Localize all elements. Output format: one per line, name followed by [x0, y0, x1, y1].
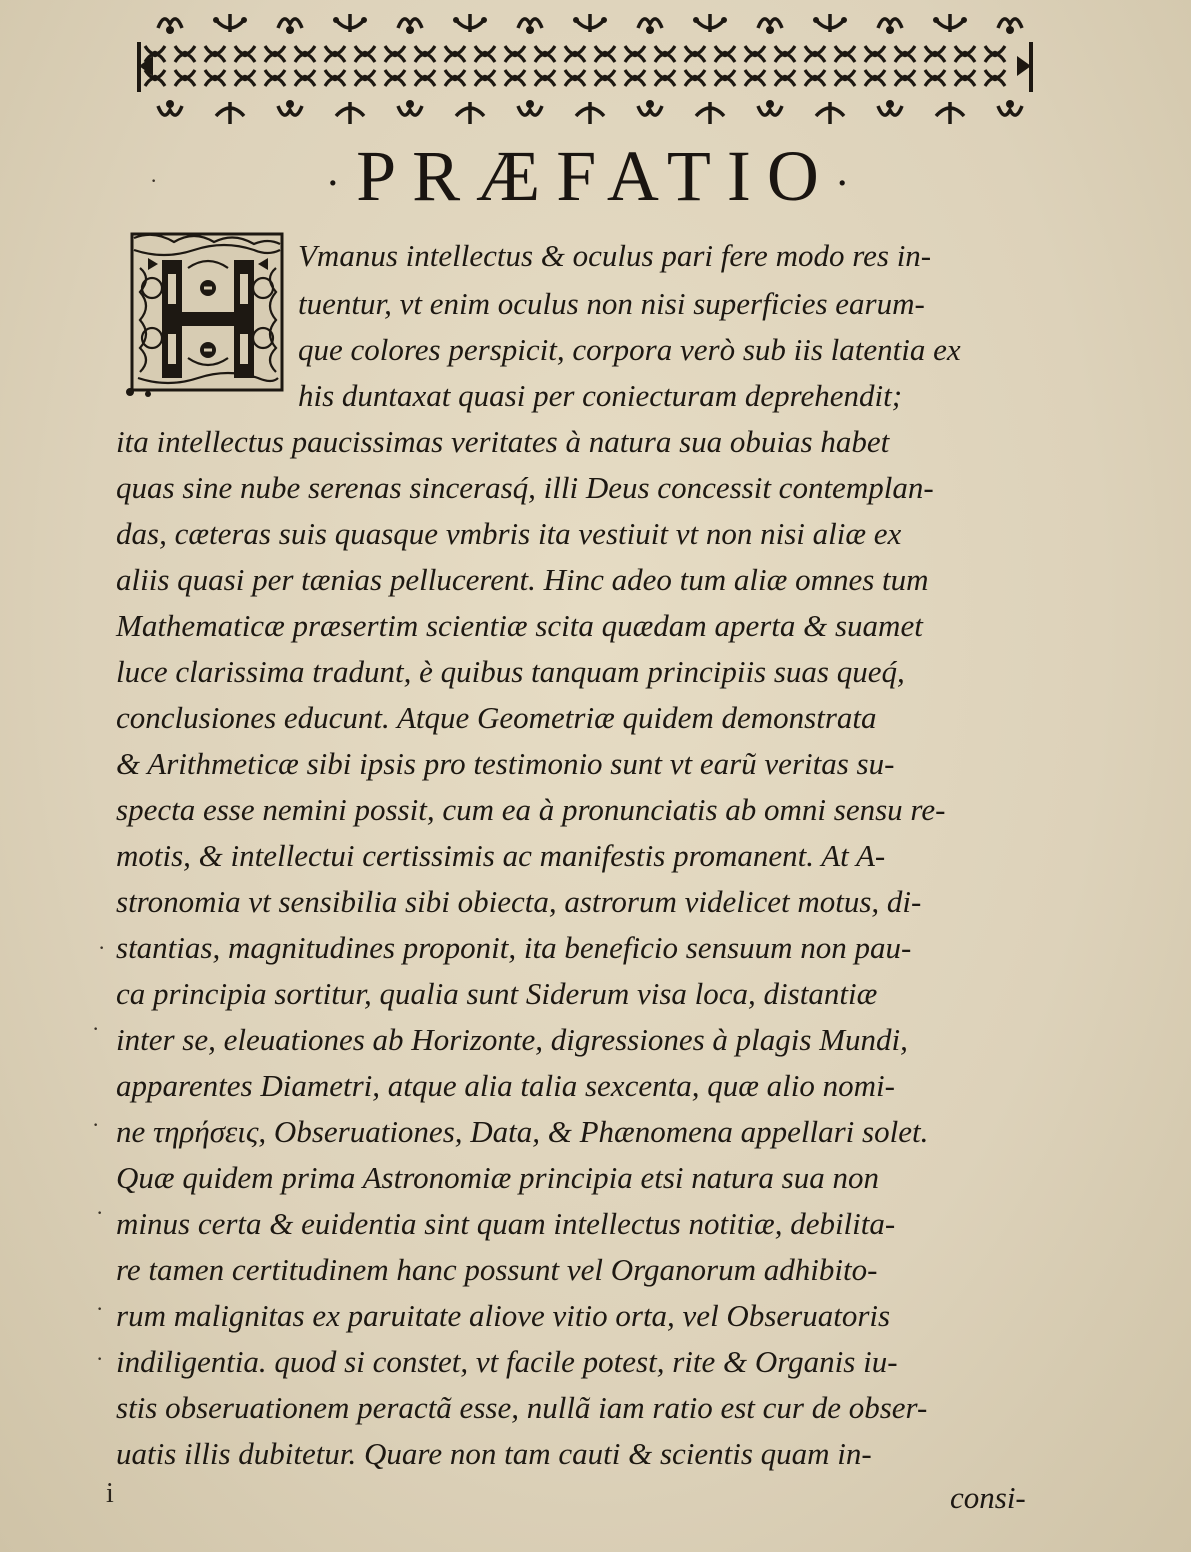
- text-line: inter se, eleuationes ab Horizonte, digressiones à plagis Mundi,: [116, 1022, 908, 1057]
- margin-dot: ·: [96, 1296, 104, 1321]
- margin-dot: ·: [98, 935, 106, 960]
- margin-dot: ·: [92, 1112, 100, 1137]
- text-line: conclusiones educunt. Atque Geometriæ quidem demonstrata: [116, 700, 877, 735]
- text-line: das, cæteras suis quasque vmbris ita vestiuit vt non nisi aliæ ex: [116, 516, 902, 551]
- text-line: Vmanus intellectus & oculus pari fere modo res in-: [298, 238, 932, 273]
- text-line: ca principia sortitur, qualia sunt Siderum visa loca, distantiæ: [116, 976, 878, 1011]
- text-line: Mathematicæ præsertim scientiæ scita quædam aperta & suamet: [116, 608, 923, 643]
- folio-mark: i: [106, 1478, 114, 1509]
- catchword: consi-: [950, 1480, 1026, 1515]
- text-line: quas sine nube serenas sincerasq́, illi Deus concessit contemplan-: [116, 470, 934, 505]
- text-line: stis obseruationem peractã esse, nullã iam ratio est cur de obser-: [116, 1390, 928, 1425]
- margin-dot: ·: [96, 1346, 104, 1371]
- text-line: & Arithmeticæ sibi ipsis pro testimonio sunt vt earũ veritas su-: [116, 746, 895, 781]
- page-title: [0, 136, 1191, 216]
- text-line: his duntaxat quasi per coniecturam deprehendit;: [298, 378, 903, 413]
- text-line: stronomia vt sensibilia sibi obiecta, astrorum videlicet motus, di-: [116, 884, 922, 919]
- text-line: specta esse nemini possit, cum ea à pronunciatis ab omni sensu re-: [116, 792, 946, 827]
- text-line: luce clarissima tradunt, è quibus tanquam principiis suas queq́,: [116, 654, 905, 689]
- title-dot-right: ·: [834, 158, 866, 208]
- text-line: minus certa & euidentia sint quam intellectus notitiæ, debilita-: [116, 1206, 896, 1241]
- text-line: rum malignitas ex paruitate aliove vitio orta, vel Obseruatoris: [116, 1298, 891, 1333]
- margin-dot: ·: [92, 1016, 100, 1041]
- text-line: ita intellectus paucissimas veritates à natura sua obuias habet: [116, 424, 890, 459]
- text-line: que colores perspicit, corpora verò sub iis latentia ex: [298, 332, 961, 367]
- text-line: re tamen certitudinem hanc possunt vel Organorum adhibito-: [116, 1252, 878, 1287]
- margin-dot: ·: [150, 168, 158, 193]
- text-line: stantias, magnitudines proponit, ita beneficio sensuum non pau-: [116, 930, 912, 965]
- text-line: indiligentia. quod si constet, vt facile potest, rite & Organis iu-: [116, 1344, 898, 1379]
- title-dot-left: ·: [325, 158, 357, 208]
- headpiece-ornament: [135, 6, 1035, 134]
- text-line: ne τηρήσεις, Obseruationes, Data, & Phænomena appellari solet.: [116, 1114, 929, 1149]
- text-line: aliis quasi per tænias pellucerent. Hinc adeo tum aliæ omnes tum: [116, 562, 929, 597]
- title-text: PRÆFATIO: [356, 136, 835, 216]
- text-line: motis, & intellectui certissimis ac manifestis promanent. At A-: [116, 838, 886, 873]
- text-line: tuentur, vt enim oculus non nisi superficies earum-: [298, 286, 925, 321]
- text-line: uatis illis dubitetur. Quare non tam cauti & scientis quam in-: [116, 1436, 872, 1471]
- text-line: Quæ quidem prima Astronomiæ principia etsi natura sua non: [116, 1160, 879, 1195]
- decorated-initial-h: [118, 228, 288, 398]
- text-line: apparentes Diametri, atque alia talia sexcenta, quæ alio nomi-: [116, 1068, 895, 1103]
- margin-dot: ·: [96, 1200, 104, 1225]
